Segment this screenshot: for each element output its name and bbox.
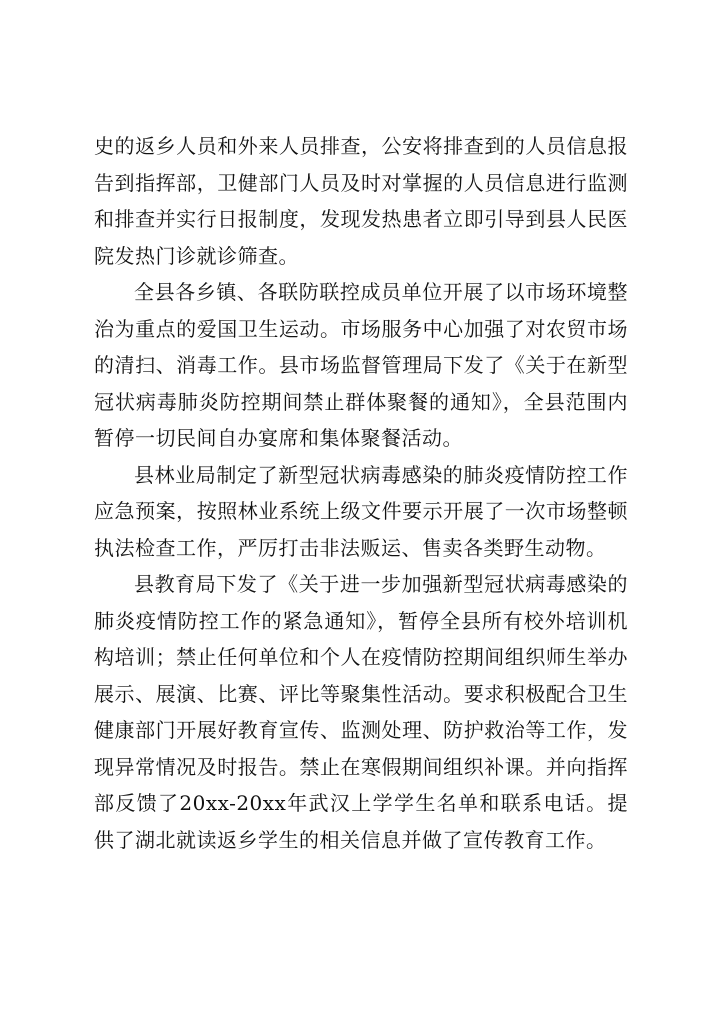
document-body (94, 128, 628, 858)
paragraph-education-bureau-notice: 县教育局下发了《关于进一步加强新型冠状病毒感染的肺炎疫情防控工作的紧急通知》，暂停全县所有校外培训机构培训；禁止任何单位和个人在疫情防控期间组织师生举办展示、展演、比赛、评比等聚集性活动。要求积极配合卫生健康部门开展好教育宣传、监测处理、防护救治等工作，发现异常情况及时报告。禁止在寒假期间组织补课。并向指挥部反馈了20xx-20xx年武汉上学学生名单和联系电话。提供了湖北就读返乡学生的相关信息并做了宣传教育工作。 (94, 572, 628, 852)
paragraph-patriotic-health-campaign: 全县各乡镇、各联防联控成员单位开展了以市场环境整治为重点的爱国卫生运动。市场服务中心加强了对农贸市场的清扫、消毒工作。县市场监督管理局下发了《关于在新型冠状病毒肺炎防控期间禁止群体聚餐的通知》，全县范围内暂停一切民间自办宴席和集体聚餐活动。 (94, 280, 628, 450)
paragraph-forestry-bureau-plan: 县林业局制定了新型冠状病毒感染的肺炎疫情防控工作应急预案，按照林业系统上级文件要示开展了一次市场整顿执法检查工作，严厉打击非法贩运、售卖各类野生动物。 (94, 462, 628, 560)
paragraph-continued-personnel-screening: 史的返乡人员和外来人员排查，公安将排查到的人员信息报告到指挥部，卫健部门人员及时对掌握的人员信息进行监测和排查并实行日报制度，发现发热患者立即引导到县人民医院发热门诊就诊筛查。 (94, 134, 628, 268)
